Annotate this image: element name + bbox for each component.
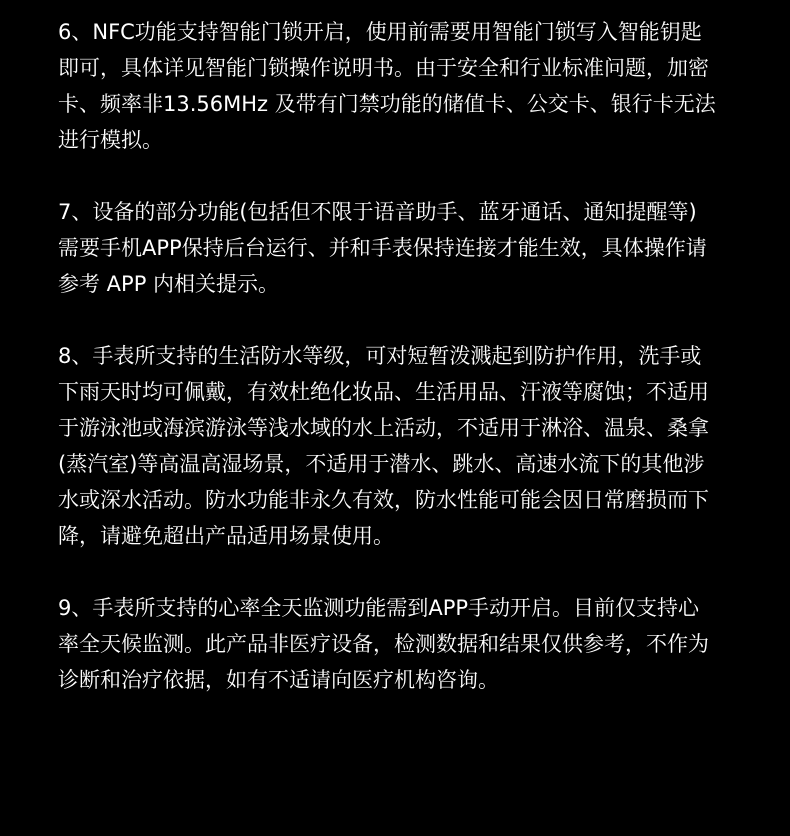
note-line: 9、手表所支持的心率全天监测功能需到APP手动开启。目前仅支持心 [58, 596, 700, 620]
note-line: 降，请避免超出产品适用场景使用。 [58, 524, 394, 548]
note-line: 参考 APP 内相关提示。 [58, 272, 280, 296]
note-line: 率全天候监测。此产品非医疗设备，检测数据和结果仅供参考，不作为 [58, 632, 709, 656]
note-line: 水或深水活动。防水功能非永久有效，防水性能可能会因日常磨损而下 [58, 488, 709, 512]
note-8 [58, 338, 758, 554]
notes-list [58, 14, 758, 698]
paragraph-gap [58, 302, 758, 338]
note-line: 需要手机APP保持后台运行、并和手表保持连接才能生效，具体操作请 [58, 236, 707, 260]
note-line: 进行模拟。 [58, 128, 163, 152]
paragraph-gap [58, 554, 758, 590]
note-line: 7、设备的部分功能(包括但不限于语音助手、蓝牙通话、通知提醒等) [58, 200, 697, 224]
note-line: 卡、频率非13.56MHz 及带有门禁功能的储值卡、公交卡、银行卡无法 [58, 92, 716, 116]
note-6 [58, 14, 758, 158]
note-line: 诊断和治疗依据，如有不适请向医疗机构咨询。 [58, 668, 499, 692]
note-line: 8、手表所支持的生活防水等级，可对短暂泼溅起到防护作用，洗手或 [58, 344, 702, 368]
note-line: 于游泳池或海滨游泳等浅水域的水上活动，不适用于淋浴、温泉、桑拿 [58, 416, 709, 440]
note-7 [58, 194, 758, 302]
note-line: 即可，具体详见智能门锁操作说明书。由于安全和行业标准问题，加密 [58, 56, 709, 80]
note-line: 6、NFC功能支持智能门锁开启，使用前需要用智能门锁写入智能钥匙 [58, 20, 702, 44]
note-line: (蒸汽室)等高温高湿场景，不适用于潜水、跳水、高速水流下的其他涉 [58, 452, 705, 476]
note-line: 下雨天时均可佩戴，有效杜绝化妆品、生活用品、汗液等腐蚀；不适用 [58, 380, 709, 404]
paragraph-gap [58, 158, 758, 194]
note-9 [58, 590, 758, 698]
